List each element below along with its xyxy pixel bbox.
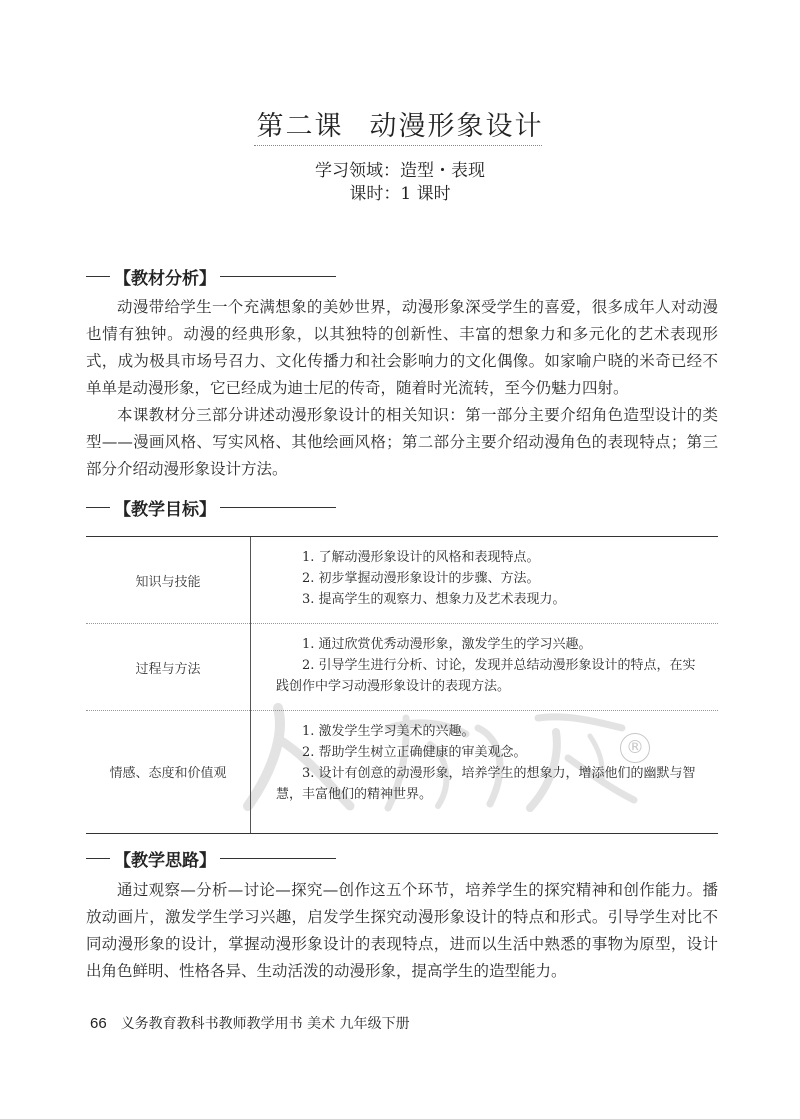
approach-paragraph: 通过观察—分析—讨论—探究—创作这五个环节，培养学生的探究精神和创作能力。播放动画片，激发学生学习兴趣，启发学生探究动漫形象设计的特点和形式。引导学生对比不同动漫形象的设计，掌握动漫形象设计的表现特点，进而以生活中熟悉的事物为原型，设计出角色鲜明、性格各异、生动活泼的动漫形象，提高学生的造型能力。 [86, 881, 718, 980]
learning-domain: 学习领域：造型・表现 [315, 161, 485, 181]
goal-category: 过程与方法 [135, 661, 201, 677]
class-hours: 课时：1 课时 [349, 184, 451, 204]
lesson-number: 第二课 [256, 111, 344, 142]
table-row [86, 537, 718, 624]
registered-mark: ® [620, 733, 650, 763]
goal-item: 1. 了解动漫形象设计的风格和表现特点。 [302, 550, 540, 565]
goal-items [276, 547, 696, 610]
analysis-paragraph-1: 动漫带给学生一个充满想象的美妙世界，动漫形象深受学生的喜爱，很多成年人对动漫也情有独钟。动漫的经典形象，以其独特的创新性、丰富的想象力和多元化的艺术表现形式，成为极具市场号召力、文化传播力和社会影响力的文化偶像。如家喻户晓的米奇已经不单单是动漫形象，它已经成为迪士尼的传奇，随着时光流转，至今仍魅力四射。 [86, 298, 718, 397]
goal-item: 3. 设计有创意的动漫形象，培养学生的想象力，增添他们的幽默与智慧，丰富他们的精神世界。 [276, 766, 696, 802]
title-divider [254, 145, 542, 146]
goal-category: 知识与技能 [135, 574, 201, 590]
goal-category: 情感、态度和价值观 [109, 766, 227, 781]
section-heading-goals: 【教学目标】 [86, 495, 336, 519]
section-heading-analysis: 【教材分析】 [86, 264, 336, 288]
table-row [86, 624, 718, 711]
lesson-title [0, 104, 800, 143]
page-number: 66 [90, 1015, 107, 1032]
goal-item: 1. 通过欣赏优秀动漫形象，激发学生的学习兴趣。 [302, 637, 592, 652]
goal-item: 2. 帮助学生树立正确健康的审美观念。 [302, 745, 527, 760]
teaching-goals-table [86, 536, 718, 834]
table-row [86, 711, 718, 832]
section-heading-approach: 【教学思路】 [86, 846, 336, 870]
goal-item: 3. 提高学生的观察力、想象力及艺术表现力。 [302, 592, 566, 607]
analysis-paragraph-2: 本课教材分三部分讲述动漫形象设计的相关知识：第一部分主要介绍角色造型设计的类型——漫画风格、写实风格、其他绘画风格；第二部分主要介绍动漫角色的表现特点；第三部分介绍动漫形象设计方法。 [86, 406, 718, 478]
lesson-name: 动漫形象设计 [369, 111, 544, 142]
goal-items [276, 634, 696, 697]
book-title: 义务教育教科书教师教学用书 美术 九年级下册 [120, 1016, 410, 1032]
goal-item: 2. 初步掌握动漫形象设计的步骤、方法。 [302, 571, 540, 586]
goal-item: 2. 引导学生进行分析、讨论，发现并总结动漫形象设计的特点，在实践创作中学习动漫形象设计的表现方法。 [276, 658, 696, 694]
goal-item: 1. 激发学生学习美术的兴趣。 [302, 724, 475, 739]
page-footer [90, 1013, 410, 1033]
